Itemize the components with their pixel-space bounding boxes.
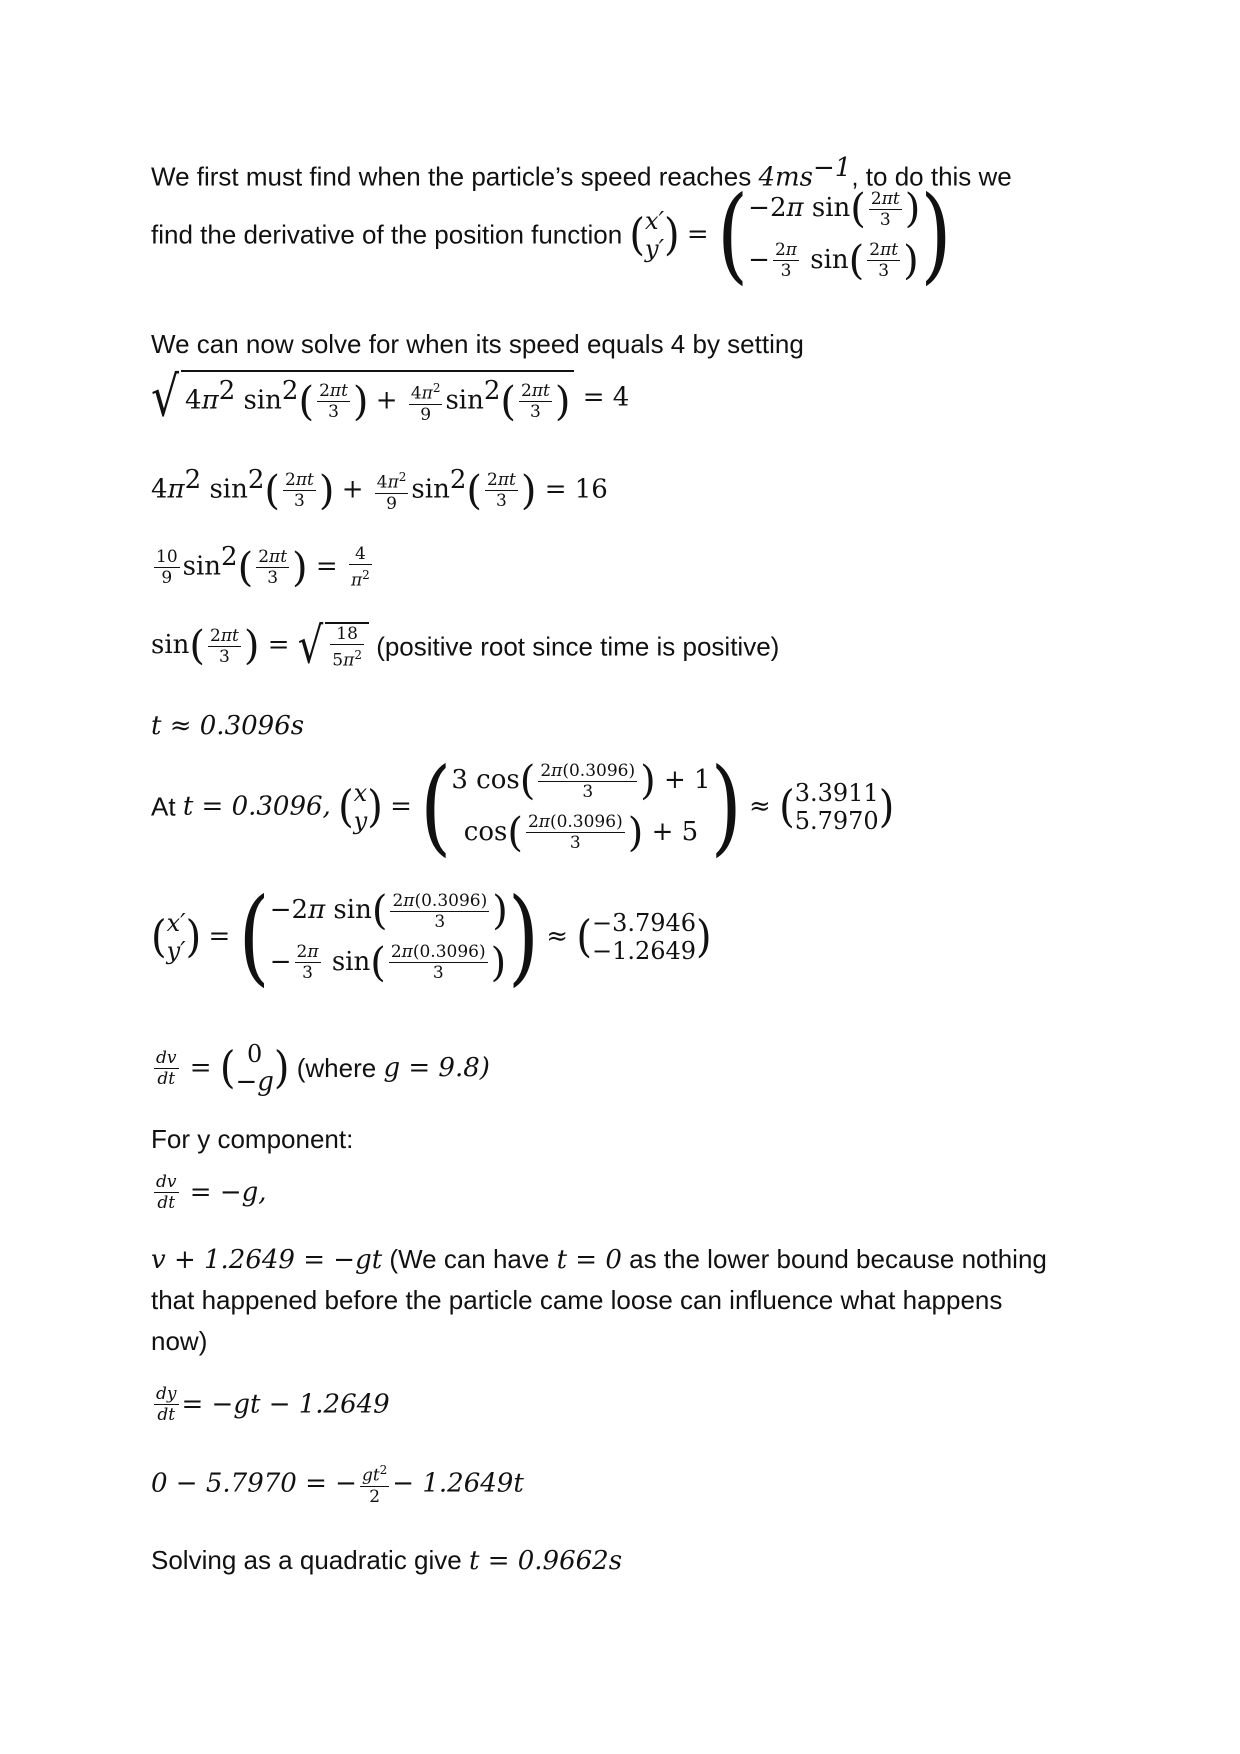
- time-result: [151, 708, 304, 743]
- dy-dt-rhs: = −gt − 1.2649: [181, 1389, 390, 1420]
- equation-dv-dt: $\frac{dv}{dt}$ = −g,: [156, 1172, 267, 1213]
- line1-end: , to do this we: [851, 161, 1012, 192]
- note-part-b: as the lower bound because nothing: [629, 1244, 1047, 1274]
- velocity-at-t: ( x′ y′ ) = ( −2π sin( $\frac{2\pi(0.3096)}{3}$ ) − $\frac{2\pi}{3}$ sin( $\frac{2\pi(0.3096)}{3}$ ) ) ≈ ( −3.7946 −1.2649 ): [151, 875, 712, 997]
- text-y-component: [151, 1122, 353, 1156]
- y-position-value: 5.7970: [794, 806, 879, 835]
- text-line-16: [151, 1324, 207, 1358]
- line1-text: We first must find when the particle’s speed reaches: [151, 161, 752, 192]
- equation-dy-dt: $\frac{dy}{dt}$ = −gt − 1.2649: [156, 1384, 390, 1425]
- speed-unit: 4ms: [758, 162, 814, 193]
- equation-squared: $4\pi^2$ $\sin^2$( $\frac{2\pi t}{3}$ ) + $\frac{4\pi^2}{9}$ $\sin^2$( $\frac{2\pi t}{3}$ ) = 16: [151, 465, 608, 515]
- equation-speed-sqrt: √ $4\pi^2$ $\sin^2$( $\frac{2\pi t}{3}$ ) + $\frac{4\pi^2}{9}$ $\sin^2$( $\frac{2\pi t}{3}$ ) = 4: [151, 365, 630, 429]
- positive-root-note: (positive root since time is positive): [376, 631, 780, 662]
- text-line-3: [151, 327, 804, 361]
- final-answer-text: Solving as a quadratic give: [151, 1545, 462, 1575]
- final-answer: [151, 1543, 622, 1578]
- velocity-equation: v + 1.2649 = −gt: [151, 1245, 383, 1275]
- equation-simplified: $\frac{10}{9}$ $\sin^2$( $\frac{2\pi t}{3}$ ) = $\frac{4}{\pi^2}$: [156, 542, 370, 592]
- text-line-2: find the derivative of the position function ( x′ y′ ) = ( −2π sin( $\frac{2\pi t}{3}$ ) − $\frac{2\pi}{3}$ sin( $\frac{2\pi t}{3}$ ) ): [151, 173, 952, 295]
- time-value: t ≈ 0.3096s: [151, 711, 305, 741]
- y-component-label: For y component:: [151, 1124, 354, 1154]
- at-label: At: [151, 791, 176, 822]
- x-velocity-value: −3.7946: [591, 908, 697, 937]
- equation-velocity-integration: [151, 1242, 1047, 1277]
- x-position-value: 3.3911: [794, 778, 879, 807]
- line15-text: that happened before the particle came loose can influence what happens: [151, 1285, 1003, 1315]
- t-zero: t = 0: [556, 1245, 622, 1275]
- text-line-15: [151, 1283, 1002, 1317]
- where-label: (where: [296, 1053, 377, 1083]
- line16-text: now): [151, 1326, 208, 1356]
- y-velocity-value: −1.2649: [591, 936, 697, 965]
- note-part-a: (We can have: [389, 1244, 550, 1274]
- gravity-value: g = 9.8): [383, 1053, 490, 1083]
- acceleration-vector: $\frac{dv}{dt}$ = ( 0 −g ) (where g = 9.8): [156, 1040, 490, 1097]
- equation-displacement: 0 − 5.7970 = − $\frac{gt^2}{2}$ − 1.2649t: [151, 1460, 524, 1507]
- position-at-t: At t = 0.3096, ( x y ) = ( 3 cos( $\frac{2\pi(0.3096)}{3}$ ) + 1 cos( $\frac{2\pi(0.3096)}{3}$ ) + 5 ) ≈ ( 3.3911 5.7970 ): [151, 745, 895, 867]
- line3-text: We can now solve for when its speed equals 4 by setting: [151, 329, 804, 359]
- equation-sine-root: sin( $\frac{2\pi t}{3}$ ) = √ $\frac{18}{5\pi^2}$ (positive root since time is positive): [151, 617, 780, 676]
- final-time-value: t = 0.9662s: [468, 1546, 623, 1576]
- line2-text: find the derivative of the position function: [151, 219, 623, 250]
- displacement-rhs: − 1.2649t: [392, 1468, 524, 1499]
- at-t-equation: t = 0.3096,: [182, 791, 331, 822]
- displacement-lhs: 0 − 5.7970 = −: [151, 1468, 357, 1499]
- speed-unit-exponent: −1: [813, 153, 852, 183]
